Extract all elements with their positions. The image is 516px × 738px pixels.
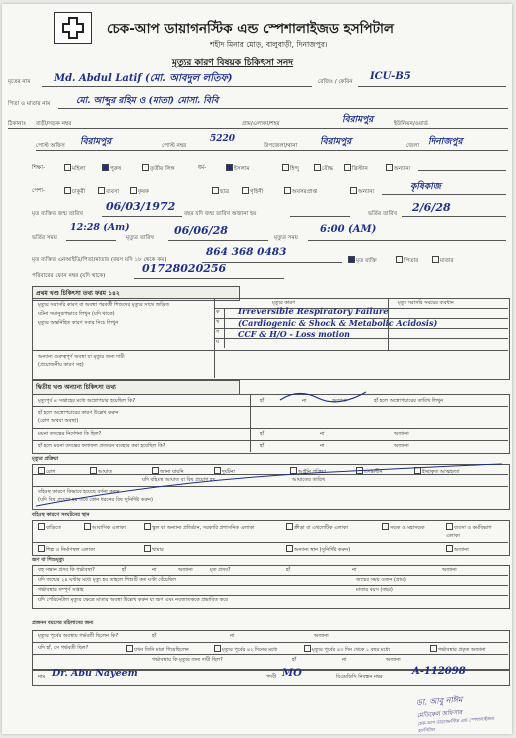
place-opt-6[interactable]: ব্যবসা ও কর্মবিভাগ এলাকা (446, 525, 492, 539)
religion-opt-2[interactable]: হিন্দু (282, 164, 299, 174)
religion-opt-1[interactable]: ইসলাম (226, 164, 250, 174)
maternal-q1: মৃত্যুর পূর্বের অবস্থায় গর্ভবতী ছিলেন কি? (38, 633, 119, 639)
cause-column-header: মৃত্যুর কারণ (272, 300, 296, 306)
certificate-page: চেক-আপ ডায়াগনস্টিক এন্ড স্পেশালাইজড হসপিটাল শহীদ মিনার মোড়, বালুবাড়ী, দিনাজপুর। মৃত্যুর কারণ বিষয়ক চিকিৎসা সনদ মৃতের নাম Md. Abdul Latif (মো. আবদুল লতিফ) রেজিঃ / কেবিন ICU-B5 পিতা ও মাতার নাম মো. আব্দুর রহিম ও (মাতা) মোসা. বিবি ঠিকানাঃ বাড়ী/সড়ক নম্বর গ্রাম/এলাকা/শহর ইউনিয়ন/ওয়ার্ড বিরামপুর পোস্ট অফিস বিরামপুর পোস্ট নম্বর 5220 উপজেলা/থানা বিরামপুর জেলা দিনাজপুর শিক্ষা- মহিলা পুরুষ তৃতীয় লিঙ্গ ধর্ম- ইসলাম হিন্দু বৌদ্ধ খ্রিস্টান অন্যান্য পেশা- চাকুরী ব্যবসা কৃষক ছাত্র গৃহিনী অবসরপ্রাপ্ত অন্যান্য কৃষিকাজ মৃত ব্যক্তির জন্ম তারিখ 06/03/1972 বছর যদি জন্ম তারিখ অজানা হয় ভর্তির তারিখ 2/6/28 ভর্তির সময় 12:28 (Am) মৃত্যুর তারিখ 06/06/28 মৃত্যুর সময় 6:00 (AM) মৃত ব্যক্তির এনআইডি/পিতা/মাতার (বয়স যদি ১৮ থেকে কম) 864 368 0483 মৃত ব্যক্তি পিতার মাতার পরিবারের ফোন নম্বর (যদি থাকে) 01728020256 প্রথম খণ্ড চিকিৎসা তথ্য ফরম ১৪২ মৃত্যুর সরাসরি কারণ বা অবস্থা পরবর্তী শিশুদের মৃত্যুর সাথে জড়িত ঘটনা সমানুরূপভাবে লিখুন (যদি থাকে) মৃত্যুর অন্তর্নিহিত কারণ সবার নিচে লিখুন মৃত্যুর কারণ মৃত্যু সরাসরি সময়ের ব্যবধান ক খ গ ঘ Irreversible Respiratory Failure (Cardiogenic & Shock & Metabolic Acidosis) CCF & H/O - Loss motion অন্যান্য গুরুত্বপূর্ণ অবস্থা যা মৃত্যুর জন্য দায়ী (প্রয়োজনীয় কারণ সহ) দ্বিতীয় খণ্ড অন্যান্য চিকিৎসা তথ্য মৃত্যুপূর্ব ৪ সপ্তাহের মধ্যে অস্ত্রোপচার হয়েছিল কি? হাঁ না অজানা হাঁ হলে অস্ত্রোপচারের তারিখ লিখুন হাঁ হলে অস্ত্রোপচারের কারণ উল্লেখ করুন (রোগ অথবা অবস্থা) ময়না তদন্তের নির্দেশনা কি ছিল? হাঁ না অজানা হাঁ হলে ময়না তদন্তের ফলাফল প্রত্যয়ন ব্যবহার করা হয়েছিল কি? হাঁ না অজানা মৃত্যুর প্রক্রিয়া রোগ আঘাত জানা যায়নি দুর্ঘটনা আইনি প্রক্রিয়া তদন্তাধীন ইচ্ছাকৃত আত্মহত্যা যদি বহিঃস্থ আঘাত বা বিষ প্রয়োগ হয় আঘাতের তারিখ বহিঃস্থ কারণে কিভাবে হয়েছে বর্ণনা করুন (যদি বিষ প্রয়োগ হয় তবে কোন ধরনের বিষ সুনির্দিষ্ট করুন) বহিঃস্থ কারণে সংঘটনের স্থান বাড়িতে আবাসিক এলাকা স্কুল বা অন্যান্য প্রতিষ্ঠান, সরকারি প্রশাসনিক এলাকা ক্রীড়া বা এথলেটিক এলাকা সড়ক ও মহাসড়ক ব্যবসা ও কর্মবিভাগ এলাকা শিল্প ও নির্মাণস্থল এলাকা খামার অন্যান্য স্থান (সুনির্দিষ্ট করুন) অজানা ভ্রূণ বা শিশুমৃত্যু বহু সন্তান প্রসব কি গর্ভাবস্থা? হাঁ না অজানা মৃত প্রসব? হাঁ না অজানা যদি জন্মের ২৪ ঘণ্টার মধ্যে মৃত্যু হয় তাহলে শিশুটি কত ঘণ্টা বেঁচেছিল জন্মের সময় ওজন (গ্রাম) গর্ভাবস্থার সম্পূর্ণ সপ্তাহ মাতার বয়স (বছর) যদি পেরিনেটাল মৃত্যুর ক্ষেত্রে মাতার অবস্থা উল্লেখ করুন যা ভ্রূণ এবং নবজাতককে প্রভাবিত করে প্রজনন বয়সের মহিলাদের জন্য মৃত্যুর পূর্বের অবস্থায় গর্ভবতী ছিলেন কি? হাঁ না অজানা যদি হাঁ, সে গর্ভবতী ছিল? যখন তিনি মারা গিয়েছিলেন মৃত্যুর পূর্বের ৪২ দিনের মধ্যে মৃত্যুর পূর্বের ৪৩ দিন থেকে ১ বছর মধ্যে গর্ভাবস্থার প্রকৃত অজানা গর্ভাবস্থায় কি মৃত্যুর জন্য দায়ী ছিল? হাঁ না অজানা নাম Dr. Abu Nayeem পদবী MO বিএমডিসি নিবন্ধন নম্বর A-112098 ডা. আবু নাঈম মেডিকেল অফিসার চেক-আপ ডায়াগনস্টিক এন্ড স্পেশালাইজড হসপিটাল (2, 4, 512, 734)
place-opt-8[interactable]: খামার (144, 545, 164, 555)
injury-desc: বহিঃস্থ কারণে কিভাবে হয়েছে বর্ণনা করুন (38, 489, 120, 495)
signer-label: নাম (38, 674, 46, 680)
place-opt-4[interactable]: ক্রীড়া বা এথলেটিক এলাকা (286, 523, 348, 533)
phone-label: পরিবারের ফোন নম্বর (যদি থাকে) (32, 273, 106, 279)
dob-label: মৃত ব্যক্তির জন্ম তারিখ (32, 211, 83, 217)
cause-a-value: Irreversible Respiratory Failure (238, 307, 389, 317)
s1-row1c: মৃত্যুর অন্তর্নিহিত কারণ সবার নিচে লিখুন (38, 320, 119, 326)
s2-q3: ময়না তদন্তের নির্দেশনা কি ছিল? (38, 431, 102, 437)
district-label: জেলা (406, 143, 420, 149)
fetal-q1-no[interactable]: না (152, 567, 157, 573)
house-label: বাড়ী/সড়ক নম্বর (36, 121, 72, 127)
s2-q4-yes[interactable]: হাঁ (260, 443, 265, 449)
s2-q4: হাঁ হলে ময়না তদন্তের ফলাফল প্রত্যয়ন ব্যবহার করা হয়েছিল কি? (38, 443, 166, 449)
injury-desc2: (যদি বিষ প্রয়োগ হয় তবে কোন ধরনের বিষ সুনির্দিষ্ট করুন) (38, 497, 153, 503)
death-time-label: মৃত্যুর সময় (274, 235, 298, 241)
doctor-stamp: ডা. আবু নাঈম মেডিকেল অফিসার চেক-আপ ডায়াগনস্টিক এন্ড স্পেশালাইজড হসপিটাল (415, 695, 495, 734)
cause-b-value: (Cardiogenic & Shock & Metabolic Acidosis) (238, 318, 438, 328)
post-label: পদবী (266, 674, 277, 680)
name-label: মৃতের নাম (8, 79, 31, 85)
fetal-q2: যদি জন্মের ২৪ ঘণ্টার মধ্যে মৃত্যু হয় তাহলে শিশুটি কত ঘণ্টা বেঁচেছিল (38, 577, 177, 583)
maternal-q3-unknown[interactable]: অজানা (386, 657, 401, 663)
maternal-q2: যদি হাঁ, সে গর্ভবতী ছিল? (38, 645, 89, 651)
admit-date-value: 2/6/28 (412, 201, 451, 214)
stillborn-yes[interactable]: হাঁ (286, 567, 291, 573)
occ-opt-3[interactable]: কৃষক (130, 187, 149, 197)
hospital-address: শহীদ মিনার মোড়, বালুবাড়ী, দিনাজপুর। (210, 40, 328, 49)
religion-opt-4[interactable]: খ্রিস্টান (344, 164, 368, 174)
manner-opt-7[interactable]: ইচ্ছাকৃত আত্মহত্যা (414, 467, 460, 477)
place-opt-1[interactable]: বাড়িতে (38, 523, 61, 533)
maternal-q3-no[interactable]: না (342, 657, 347, 663)
mother-age-label: মাতার বয়স (বছর) (356, 587, 393, 593)
village-value: বিরামপুর (342, 115, 374, 125)
s2-q1-yes[interactable]: হাঁ (260, 398, 265, 404)
post-value: MO (282, 668, 302, 679)
nid-value: 864 368 0483 (206, 246, 287, 258)
district-value: দিনাজপুর (428, 137, 463, 147)
occ-opt-7[interactable]: অন্যান্য (350, 187, 374, 197)
s1-row2: অন্যান্য গুরুত্বপূর্ণ অবস্থা যা মৃত্যুর জন্য দায়ী (38, 354, 125, 360)
stillborn-unknown[interactable]: অজানা (442, 567, 457, 573)
s2-q2b: (রোগ অথবা অবস্থা) (38, 418, 79, 424)
edu-opt-2[interactable]: পুরুষ (102, 164, 121, 174)
edu-opt-1[interactable]: মহিলা (64, 164, 85, 174)
manner-opt-1[interactable]: রোগ (38, 467, 56, 477)
section2-header: দ্বিতীয় খণ্ড অন্যান্য চিকিৎসা তথ্য (32, 380, 240, 395)
death-date-value: 06/06/28 (174, 224, 228, 237)
manner-opt-6[interactable]: তদন্তাধীন (356, 467, 383, 477)
s2-q1-no[interactable]: না (302, 398, 307, 404)
s2-q3-yes[interactable]: হাঁ (260, 431, 265, 437)
bmdc-value: A-112098 (412, 666, 466, 677)
section1-header: প্রথম খণ্ড চিকিৎসা তথ্য ফরম ১৪২ (32, 286, 240, 301)
upazila-label: উপজেলা/থানা (264, 143, 298, 149)
s2-q4-no[interactable]: না (320, 443, 325, 449)
fetal-header: ভ্রূণ বা শিশুমৃত্যু (32, 557, 64, 563)
phone-value: 01728020256 (142, 262, 227, 275)
union-label: ইউনিয়ন/ওয়ার্ড (394, 121, 428, 127)
occ-opt-6[interactable]: অবসরপ্রাপ্ত (284, 187, 317, 197)
maternal-opt-1[interactable]: যখন তিনি মারা গিয়েছিলেন (126, 645, 189, 655)
manner-opt-2[interactable]: আঘাত (90, 467, 112, 477)
stillborn-label: মৃত প্রসব? (210, 567, 231, 573)
maternal-q3-yes[interactable]: হাঁ (292, 657, 297, 663)
maternal-q3: গর্ভাবস্থায় কি মৃত্যুর জন্য দায়ী ছিল? (152, 657, 223, 663)
reg-label: রেজিঃ / কেবিন (318, 79, 353, 85)
form-title: মৃত্যুর কারণ বিষয়ক চিকিৎসা সনদ (172, 58, 294, 68)
s2-q3-no[interactable]: না (320, 431, 325, 437)
place-opt-10[interactable]: অজানা (446, 545, 469, 555)
admit-time-value: 12:28 (Am) (70, 222, 130, 233)
cross-logo-icon (55, 13, 91, 43)
maternal-q1-no[interactable]: না (230, 633, 235, 639)
stillborn-no[interactable]: না (352, 567, 357, 573)
injury-question: যদি বহিঃস্থ আঘাত বা বিষ প্রয়োগ হয় (142, 477, 216, 483)
admit-time-label: ভর্তির সময় (32, 235, 57, 241)
hospital-name: চেক-আপ ডায়াগনস্টিক এন্ড স্পেশালাইজড হসপিটাল (107, 21, 394, 37)
death-time-value: 6:00 (AM) (320, 224, 377, 235)
s2-q2: হাঁ হলে অস্ত্রোপচারের কারণ উল্লেখ করুন (38, 410, 119, 416)
maternal-opt-4[interactable]: গর্ভাবস্থার প্রকৃত অজানা (430, 645, 486, 655)
nid-opt-2[interactable]: পিতার (396, 256, 418, 266)
s1-row1b: ঘটনা সমানুরূপভাবে লিখুন (যদি থাকে) (38, 311, 115, 317)
maternal-opt-2[interactable]: মৃত্যুর পূর্বের ৪২ দিনের মধ্যে (214, 645, 277, 655)
admit-date-label: ভর্তির তারিখ (368, 211, 397, 217)
strike-mark (278, 386, 368, 408)
s2-q4-unknown[interactable]: অজানা (394, 443, 409, 449)
occ-opt-2[interactable]: ব্যবসা (98, 187, 119, 197)
s2-date-q: হাঁ হলে অস্ত্রোপচারের তারিখ লিখুন (374, 398, 444, 404)
bmdc-label: বিএমডিসি নিবন্ধন নম্বর (336, 674, 383, 680)
cause-c-value: CCF & H/O - Loss motion (238, 329, 350, 339)
nid-opt-3[interactable]: মাতার (432, 256, 454, 266)
fetal-q4: যদি পেরিনেটাল মৃত্যুর ক্ষেত্রে মাতার অবস্থা উল্লেখ করুন যা ভ্রূণ এবং নবজাতককে প্রভাবিত করে (38, 597, 228, 603)
education-label: শিক্ষা- (32, 165, 46, 171)
occ-opt-5[interactable]: গৃহিনী (242, 187, 263, 197)
signer-value: Dr. Abu Nayeem (52, 668, 138, 679)
po-value: বিরামপুর (80, 137, 112, 147)
religion-opt-3[interactable]: বৌদ্ধ (314, 164, 333, 174)
maternal-opt-3[interactable]: মৃত্যুর পূর্বের ৪৩ দিন থেকে ১ বছর মধ্যে (304, 645, 390, 655)
occ-opt-4[interactable]: ছাত্র (212, 187, 229, 197)
place-header: বহিঃস্থ কারণে সংঘটনের স্থান (32, 512, 90, 518)
village-label: গ্রাম/এলাকা/শহর (242, 121, 280, 127)
postcode-label: পোস্ট নম্বর (162, 143, 187, 149)
fetal-q1: বহু সন্তান প্রসব কি গর্ভাবস্থা? (38, 567, 95, 573)
occ-opt-1[interactable]: চাকুরী (64, 187, 85, 197)
death-date-label: মৃত্যুর তারিখ (126, 235, 154, 241)
age-label: বছর যদি জন্ম তারিখ অজানা হয় (184, 211, 257, 217)
s2-q3-unknown[interactable]: অজানা (394, 431, 409, 437)
s1-row1: মৃত্যুর সরাসরি কারণ বা অবস্থা পরবর্তী শিশুদের মৃত্যুর সাথে জড়িত (38, 302, 169, 308)
nid-opt-1[interactable]: মৃত ব্যক্তি (348, 256, 377, 266)
occupation-other-value: কৃষিকাজ (410, 182, 441, 192)
maternal-q1-yes[interactable]: হাঁ (152, 633, 157, 639)
s2-q1-unknown[interactable]: অজানা (332, 398, 347, 404)
religion-label: ধর্ম- (198, 165, 207, 171)
place-opt-7[interactable]: শিল্প ও নির্মাণস্থল এলাকা (38, 545, 95, 555)
maternal-header: প্রজনন বয়সের মহিলাদের জন্য (32, 620, 94, 626)
fetal-q1-yes[interactable]: হাঁ (122, 567, 127, 573)
place-opt-5[interactable]: সড়ক ও মহাসড়ক (382, 523, 424, 533)
nid-label: মৃত ব্যক্তির এনআইডি/পিতা/মাতার (বয়স যদি ১৮ থেকে কম) (32, 257, 167, 263)
edu-opt-3[interactable]: তৃতীয় লিঙ্গ (142, 164, 175, 174)
name-value: Md. Abdul Latif (মো. আবদুল লতিফ) (54, 73, 233, 84)
place-opt-3[interactable]: স্কুল বা অন্যান্য প্রতিষ্ঠান, সরকারি প্রশাসনিক এলাকা (144, 523, 274, 533)
interval-column-header: মৃত্যু সরাসরি সময়ের ব্যবধান (398, 300, 454, 306)
birth-weight-label: জন্মের সময় ওজন (গ্রাম) (356, 577, 406, 583)
manner-opt-3[interactable]: জানা যায়নি (152, 467, 184, 477)
address-label: ঠিকানাঃ (8, 121, 27, 127)
reg-value: ICU-B5 (370, 71, 411, 82)
s1-row2b: (প্রয়োজনীয় কারণ সহ) (38, 362, 84, 368)
parents-value: মো. আব্দুর রহিম ও (মাতা) মোসা. বিবি (76, 96, 219, 106)
place-opt-2[interactable]: আবাসিক এলাকা (84, 523, 126, 533)
s2-q1: মৃত্যুপূর্ব ৪ সপ্তাহের মধ্যে অস্ত্রোপচার হয়েছিল কি? (38, 398, 136, 404)
manner-header: মৃত্যুর প্রক্রিয়া (32, 456, 59, 462)
hospital-logo (54, 12, 92, 44)
place-opt-9[interactable]: অন্যান্য স্থান (সুনির্দিষ্ট করুন) (286, 545, 350, 555)
fetal-q3: গর্ভাবস্থার সম্পূর্ণ সপ্তাহ (38, 587, 84, 593)
injury-date-label: আঘাতের তারিখ (292, 477, 326, 483)
po-label: পোস্ট অফিস (36, 143, 65, 149)
parents-label: পিতা ও মাতার নাম (8, 101, 51, 107)
occupation-label: পেশা- (32, 188, 46, 194)
manner-strike-line (32, 460, 508, 510)
maternal-q1-unknown[interactable]: অজানা (314, 633, 329, 639)
upazila-value: বিরামপুর (320, 137, 352, 147)
fetal-q1-unknown[interactable]: অজানা (178, 567, 193, 573)
manner-opt-4[interactable]: দুর্ঘটনা (214, 467, 235, 477)
postcode-value: 5220 (210, 134, 236, 144)
religion-opt-5[interactable]: অন্যান্য (386, 164, 410, 174)
dob-value: 06/03/1972 (106, 200, 176, 213)
manner-opt-5[interactable]: আইনি প্রক্রিয়া (290, 467, 326, 477)
